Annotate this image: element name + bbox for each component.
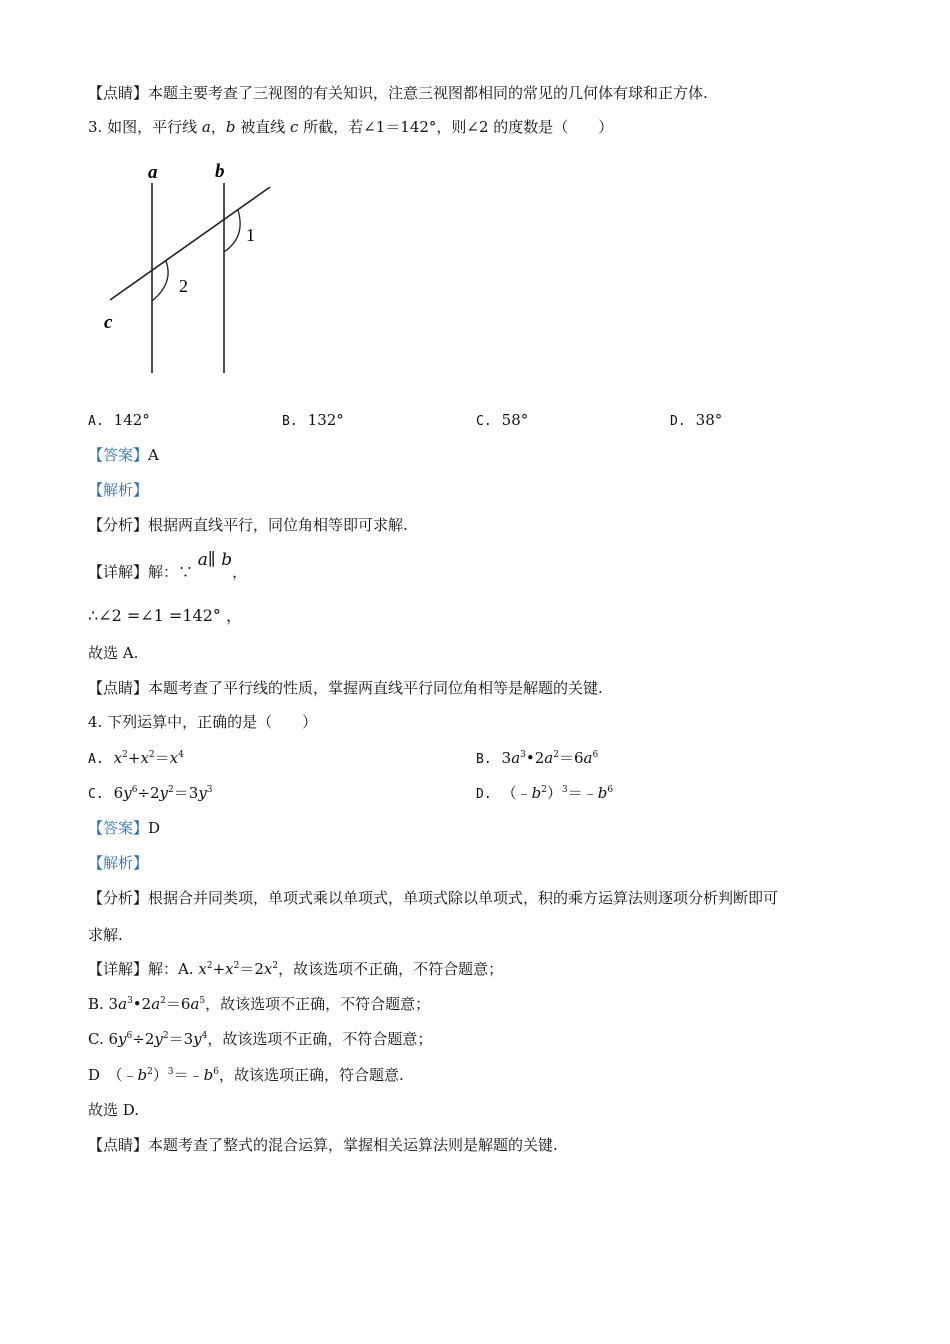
q4-option-d: D. $(﹣b^2)^3=﹣b^6$ [476, 784, 614, 802]
q4-detail-b: B. $3a^3•2a^2=6a^5$，故该选项不正确，不符合题意； [88, 995, 431, 1013]
q3-answer: 【答案】A [88, 446, 159, 464]
question-4-stem: 4. 下列运算中，正确的是（ ） [88, 713, 318, 731]
q4-option-a: A. $x^2+x^2=x^4$ [88, 749, 184, 767]
q4-fenxi-line1: 【分析】根据合并同类项，单项式乘以单项式，单项式除以单项式，积的乘方运算法则逐项分析判断即可 [88, 889, 779, 907]
q4-detail-d: D $(﹣b^2)^3=﹣b^6$，故该选项正确，符合题意. [88, 1066, 404, 1084]
q4-answer: 【答案】D [88, 819, 161, 837]
q3-fenxi: 【分析】根据两直线平行，同位角相等即可求解. [88, 516, 408, 534]
q4-choose: 故选 D. [88, 1101, 140, 1119]
label-c: c [104, 312, 113, 333]
q3-option-a: A. 142° [88, 411, 150, 429]
var-c: c [289, 118, 299, 136]
q4-fenxi-line2: 求解. [88, 926, 123, 944]
label-1: 1 [246, 225, 255, 245]
question-3-stem: 3. 如图，平行线 a，b 被直线 c 所截，若∠1＝142°，则∠2 的度数是（ ） [88, 118, 614, 136]
angle-2-arc [152, 261, 168, 301]
q4-option-b: B. $3a^3•2a^2=6a^6$ [476, 749, 599, 767]
var-b: b [225, 118, 236, 136]
q4-dianjing: 【点睛】本题考查了整式的混合运算，掌握相关运算法则是解题的关键. [88, 1136, 558, 1154]
q3-analysis-heading: 【解析】 [88, 481, 149, 499]
dianjing-tag: 【点睛】 [88, 84, 149, 102]
q4-option-c: C. $6y^6\div 2y^2=3y^3$ [88, 784, 213, 802]
angle-1-arc [224, 210, 240, 252]
q4-detail-a: 【详解】解：A. $x^2+x^2=2x^2$，故该选项不正确，不符合题意； [88, 960, 504, 978]
q4-analysis-heading: 【解析】 [88, 854, 149, 872]
q3-detail: 【详解】解：∵ a∥ b， [88, 550, 248, 581]
q3-option-b: B. 132° [282, 411, 344, 429]
q3-therefore: ∴∠2 =∠1 =142° ， [88, 606, 242, 625]
q3-dianjing: 【点睛】本题考查了平行线的性质，掌握两直线平行同位角相等是解题的关键. [88, 679, 603, 697]
q3-option-d: D. 38° [670, 411, 723, 429]
q4-detail-c: C. $6y^6\div 2y^2=3y^4$，故该选项不正确，不符合题意； [88, 1030, 433, 1048]
dianjing-text: 本题主要考查了三视图的有关知识，注意三视图都相同的常见的几何体有球和正方体. [148, 84, 708, 102]
q3-option-c: C. 58° [476, 411, 529, 429]
dianjing-paragraph-1 [88, 83, 708, 103]
q3-choose: 故选 A. [88, 644, 139, 662]
label-2: 2 [179, 276, 188, 296]
parallel-lines-figure [100, 155, 290, 385]
label-a: a [148, 162, 158, 183]
label-b: b [215, 161, 225, 182]
var-a: a [201, 118, 211, 136]
